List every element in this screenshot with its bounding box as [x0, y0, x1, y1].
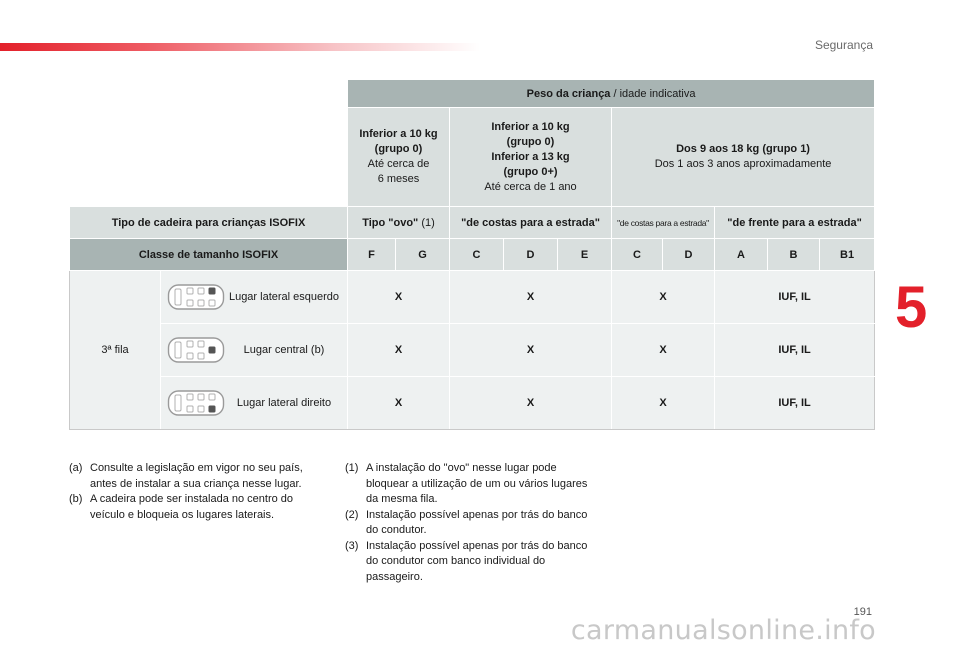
size-row-label: Classe de tamanho ISOFIX — [70, 239, 348, 271]
section-title: Segurança — [814, 38, 873, 52]
isofix-table — [69, 79, 875, 430]
weight-header: Peso da criança / idade indicativa — [348, 80, 875, 108]
car-seat-diagram-icon — [167, 335, 225, 365]
top-accent-bar — [0, 43, 480, 51]
size-class: B1 — [820, 239, 875, 271]
size-class: E — [558, 239, 612, 271]
type-costas: "de costas para a estrada" — [450, 207, 612, 239]
type-costas-small: "de costas para a estrada" — [612, 207, 715, 239]
table-row: Lugar central (b) X X X IUF, IL — [70, 324, 875, 377]
footnote: (1) A instalação do "ovo" nesse lugar pode bloquear a utilização de um ou vários lugares da mesma fila. — [345, 462, 588, 505]
size-class: B — [768, 239, 820, 271]
notes-right — [345, 461, 590, 585]
weight-col-under10: Inferior a 10 kg (grupo 0) Até cerca de 6 meses — [348, 108, 450, 207]
size-class: A — [715, 239, 768, 271]
size-class: C — [450, 239, 504, 271]
seat-label: Lugar lateral esquerdo — [228, 291, 340, 303]
seat-label: Lugar lateral direito — [236, 397, 332, 409]
watermark: carmanualsonline.info — [570, 615, 876, 646]
chapter-number: 5 — [895, 275, 928, 340]
table-row: 3ª fila Lugar lateral esquerdo X X X IUF, IL — [70, 271, 875, 324]
notes-left — [69, 461, 325, 523]
weight-col-under13: Inferior a 10 kg (grupo 0) Inferior a 13 kg (grupo 0+) Até cerca de 1 ano — [450, 108, 612, 207]
size-class: D — [504, 239, 558, 271]
type-frente: "de frente para a estrada" — [715, 207, 875, 239]
footnote: (a) Consulte a legislação em vigor no seu país, antes de instalar a sua criança nesse lugar. — [69, 462, 303, 490]
type-row-label: Tipo de cadeira para crianças ISOFIX — [70, 207, 348, 239]
size-class: D — [663, 239, 715, 271]
footnote: (b) A cadeira pode ser instalada no centro do veículo e bloqueia os lugares laterais. — [69, 493, 294, 521]
size-class: G — [396, 239, 450, 271]
footnote: (3) Instalação possível apenas por trás do banco do condutor com banco individual do passageiro. — [345, 539, 588, 583]
footnote: (2) Instalação possível apenas por trás do banco do condutor. — [345, 508, 588, 536]
car-seat-diagram-icon — [167, 282, 225, 312]
size-class: C — [612, 239, 663, 271]
row-group-label: 3ª fila — [70, 271, 161, 430]
size-class: F — [348, 239, 396, 271]
table-row: Lugar lateral direito X X X IUF, IL — [70, 377, 875, 430]
car-seat-diagram-icon — [167, 388, 225, 418]
type-ovo: Tipo "ovo" (1) — [348, 207, 450, 239]
seat-label: Lugar central (b) — [243, 344, 325, 356]
page-number: 191 — [853, 606, 872, 618]
weight-col-9to18: Dos 9 aos 18 kg (grupo 1) Dos 1 aos 3 anos aproximadamente — [612, 108, 875, 207]
